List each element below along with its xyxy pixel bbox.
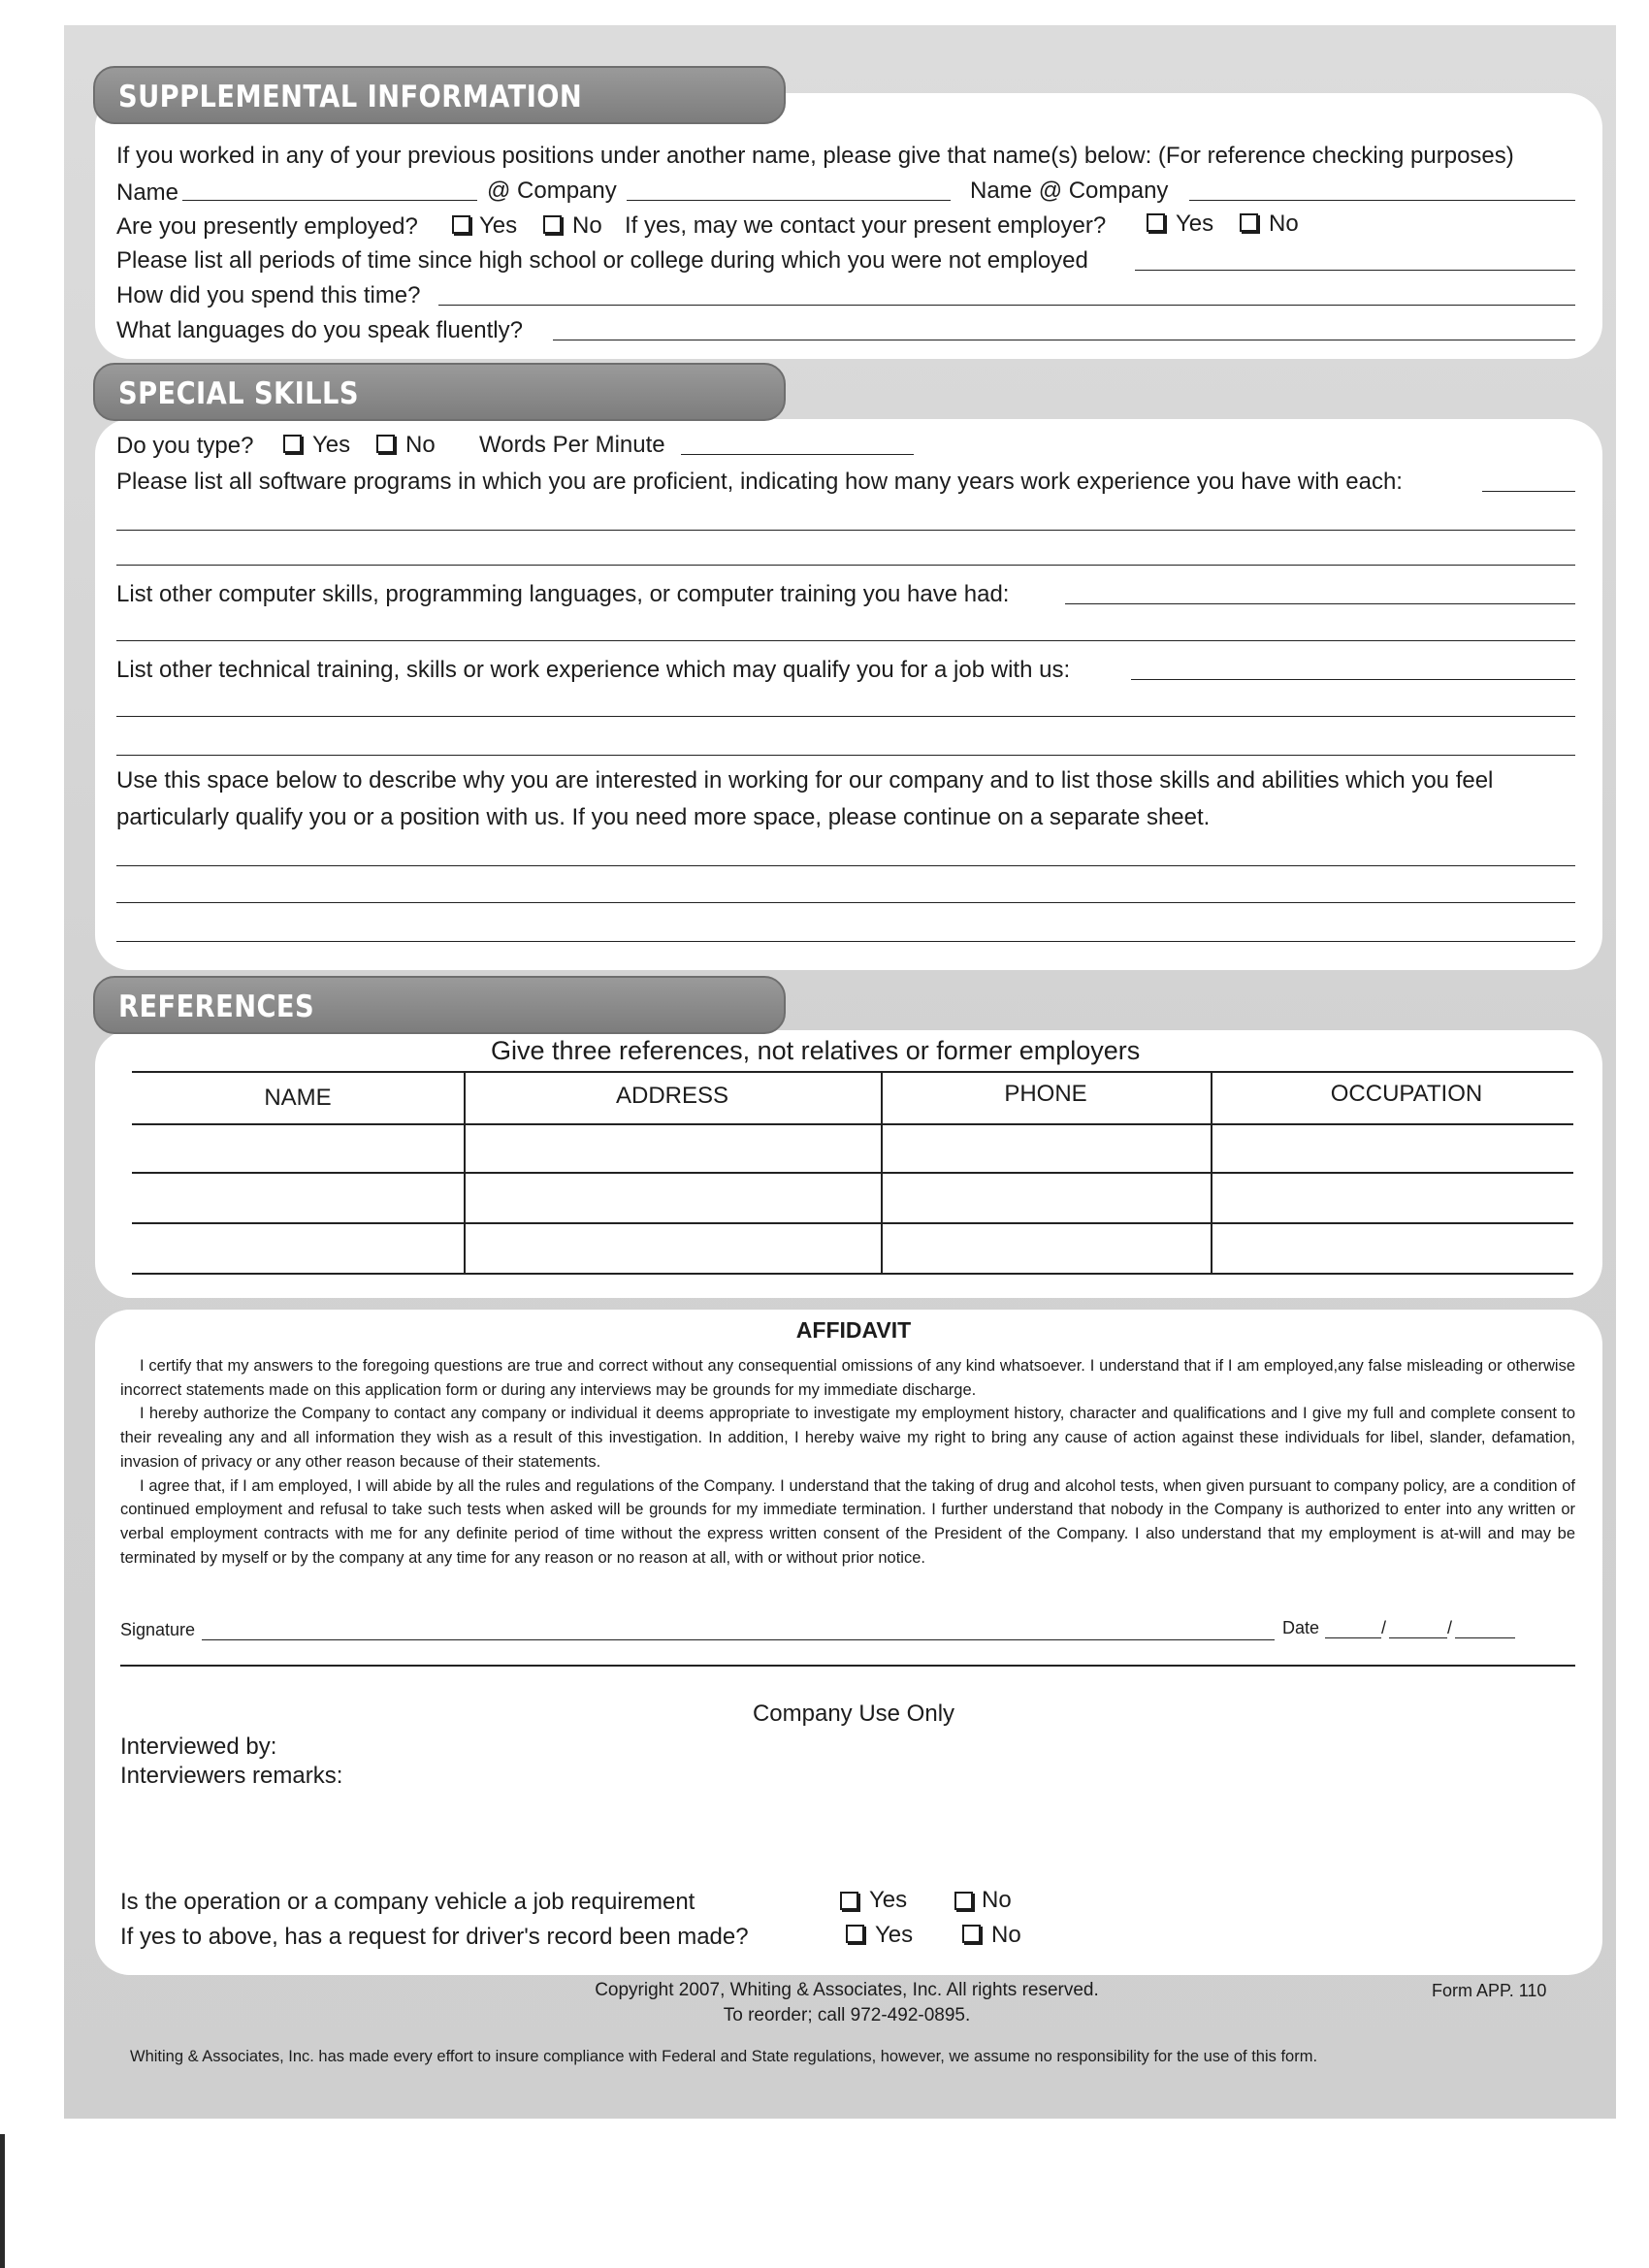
name-at-company-field[interactable] xyxy=(1189,200,1575,201)
reference-2-occupation-cell[interactable] xyxy=(1214,1176,1571,1220)
references-header xyxy=(93,976,786,1034)
interviewed-by-label: Interviewed by: xyxy=(120,1733,277,1760)
affidavit-text xyxy=(120,1354,1575,1570)
not-employed-field[interactable] xyxy=(1135,270,1575,271)
reference-2-phone-cell[interactable] xyxy=(885,1176,1207,1220)
driver-record-no-label: No xyxy=(991,1922,1021,1948)
table-bottom-rule xyxy=(132,1273,1573,1275)
describe-text-line2: particularly qualify you or a position with us. If you need more space, please continue on a separate sheet. xyxy=(116,804,1211,830)
reference-3-address-cell[interactable] xyxy=(468,1226,877,1271)
software-field-2[interactable] xyxy=(116,530,1575,531)
describe-field-2[interactable] xyxy=(116,902,1575,903)
spend-time-field[interactable] xyxy=(438,305,1575,306)
computer-skills-label: List other computer skills, programming languages, or computer training you have had: xyxy=(116,581,1010,607)
employed-yes-checkbox[interactable] xyxy=(452,215,470,234)
employed-no-label: No xyxy=(572,212,602,239)
column-header-phone: PHONE xyxy=(1004,1081,1087,1107)
date-year-field[interactable] xyxy=(1455,1637,1515,1638)
name-label: Name xyxy=(116,179,179,206)
reference-1-address-cell[interactable] xyxy=(468,1127,877,1170)
skills-panel xyxy=(95,419,1602,970)
driver-record-yes-checkbox[interactable] xyxy=(846,1925,864,1943)
driver-record-question-label: If yes to above, has a request for driver's record been made? xyxy=(120,1924,749,1950)
affidavit-paragraph-3: I agree that, if I am employed, I will abide by all the rules and regulations of the Company. I understand that the taking of drug and alcohol tests, when given pursuant to company policy, are a condition of continued employment and refusal to take such tests when asked will be grounds for my immediate termination. I further understand that nobody in the Company is authorized to enter into any written or verbal employment contracts with me for any definite period of time without the express written consent of the President of the Company. I also understand that my employment is at-will and may be terminated by myself or by the company at any time for any reason or no reason at all, with or without prior notice. xyxy=(120,1476,1575,1567)
reference-1-name-cell[interactable] xyxy=(136,1127,460,1170)
contact-employer-label: If yes, may we contact your present employer? xyxy=(625,212,1107,239)
interviewer-remarks-label: Interviewers remarks: xyxy=(120,1763,343,1789)
supplemental-title: SUPPLEMENTAL INFORMATION xyxy=(118,80,583,114)
skills-title: SPECIAL SKILLS xyxy=(118,376,359,411)
supplemental-header xyxy=(93,66,786,124)
table-row-rule xyxy=(132,1222,1573,1224)
copyright-text: Copyright 2007, Whiting & Associates, Inc. All rights reserved. xyxy=(595,1980,1099,2000)
reference-3-phone-cell[interactable] xyxy=(885,1226,1207,1271)
date-month-field[interactable] xyxy=(1325,1637,1381,1638)
column-header-name: NAME xyxy=(264,1085,332,1111)
technical-training-label: List other technical training, skills or work experience which may qualify you for a job with us: xyxy=(116,657,1071,683)
not-employed-label: Please list all periods of time since high school or college during which you were not employed xyxy=(116,247,1088,274)
type-no-checkbox[interactable] xyxy=(376,435,395,453)
spend-time-label: How did you spend this time? xyxy=(116,282,421,308)
software-field-1[interactable] xyxy=(1482,491,1575,492)
date-label: Date xyxy=(1282,1618,1320,1637)
computer-skills-field-1[interactable] xyxy=(1065,603,1575,604)
describe-text-line1: Use this space below to describe why you are interested in working for our company and to list those skills and abilities which you feel xyxy=(116,767,1494,794)
affidavit-paragraph-1: I certify that my answers to the foregoing questions are true and correct without any consequential omissions of any kind whatsoever. I understand that if I am employed,any false misleading or otherwise incorrect statements made on this application form or during any interviews may be grounds for my immediate discharge. xyxy=(120,1357,1575,1399)
technical-training-field-1[interactable] xyxy=(1131,679,1575,680)
type-yes-label: Yes xyxy=(312,432,351,458)
date-day-field[interactable] xyxy=(1389,1637,1447,1638)
table-header-rule xyxy=(132,1123,1573,1125)
reference-1-phone-cell[interactable] xyxy=(885,1127,1207,1170)
form-number: Form APP. 110 xyxy=(1432,1981,1547,2000)
reference-2-address-cell[interactable] xyxy=(468,1176,877,1220)
name-field[interactable] xyxy=(182,200,477,201)
reference-3-name-cell[interactable] xyxy=(136,1226,460,1271)
describe-field-3[interactable] xyxy=(116,941,1575,942)
scan-edge xyxy=(0,2134,5,2268)
column-header-occupation: OCCUPATION xyxy=(1330,1081,1483,1107)
at-company-label: @ Company xyxy=(487,178,617,204)
vehicle-yes-checkbox[interactable] xyxy=(840,1892,858,1910)
do-you-type-label: Do you type? xyxy=(116,433,254,459)
vehicle-no-label: No xyxy=(982,1887,1012,1913)
references-instruction: Give three references, not relatives or former employers xyxy=(491,1036,1141,1065)
computer-skills-field-2[interactable] xyxy=(116,640,1575,641)
signature-field[interactable] xyxy=(202,1639,1275,1640)
type-yes-checkbox[interactable] xyxy=(283,435,302,453)
vehicle-question-label: Is the operation or a company vehicle a job requirement xyxy=(120,1889,695,1915)
contact-yes-checkbox[interactable] xyxy=(1147,213,1165,232)
signature-label: Signature xyxy=(120,1620,196,1639)
describe-field-1[interactable] xyxy=(116,865,1575,866)
company-use-divider xyxy=(120,1665,1575,1667)
driver-record-no-checkbox[interactable] xyxy=(962,1925,981,1943)
software-field-3[interactable] xyxy=(116,565,1575,566)
previous-names-text: If you worked in any of your previous positions under another name, please give that name(s) below: (For reference checking purposes) xyxy=(116,143,1514,169)
table-top-rule xyxy=(132,1071,1573,1073)
driver-record-yes-label: Yes xyxy=(875,1922,914,1948)
reference-3-occupation-cell[interactable] xyxy=(1214,1226,1571,1271)
wpm-label: Words Per Minute xyxy=(479,432,665,458)
reorder-text: To reorder; call 972-492-0895. xyxy=(723,2005,971,2025)
technical-training-field-2[interactable] xyxy=(116,716,1575,717)
technical-training-field-3[interactable] xyxy=(116,755,1575,756)
company-field[interactable] xyxy=(627,200,951,201)
reference-1-occupation-cell[interactable] xyxy=(1214,1127,1571,1170)
contact-no-label: No xyxy=(1269,211,1299,237)
contact-no-checkbox[interactable] xyxy=(1240,213,1258,232)
date-separator: / xyxy=(1447,1618,1453,1637)
employed-yes-label: Yes xyxy=(479,212,518,239)
languages-label: What languages do you speak fluently? xyxy=(116,317,523,343)
software-label: Please list all software programs in which you are proficient, indicating how many years work experience you have with each: xyxy=(116,469,1403,495)
vehicle-yes-label: Yes xyxy=(869,1887,908,1913)
reference-2-name-cell[interactable] xyxy=(136,1176,460,1220)
column-header-address: ADDRESS xyxy=(615,1083,729,1109)
type-no-label: No xyxy=(405,432,436,458)
affidavit-paragraph-2: I hereby authorize the Company to contact any company or individual it deems appropriate to investigate my employment history, character and qualifications and I give my full and complete consent to their revealing any and all information they wish as a result of this investigation. In addition, I hereby waive my right to bring any cause of action against these individuals for libel, slander, defamation, invasion of privacy or any other reason because of their statements. xyxy=(120,1405,1575,1471)
date-separator: / xyxy=(1381,1618,1387,1637)
affidavit-title: AFFIDAVIT xyxy=(795,1317,912,1343)
table-row-rule xyxy=(132,1172,1573,1174)
employed-no-checkbox[interactable] xyxy=(543,215,562,234)
vehicle-no-checkbox[interactable] xyxy=(954,1892,973,1910)
skills-header xyxy=(93,363,786,421)
company-use-title: Company Use Only xyxy=(752,1701,955,1727)
disclaimer-text: Whiting & Associates, Inc. has made every effort to insure compliance with Federal and State regulations, however, we assume no responsibility for the use of this form. xyxy=(130,2048,1318,2065)
name-at-company-label: Name @ Company xyxy=(970,178,1169,204)
presently-employed-label: Are you presently employed? xyxy=(116,213,418,240)
references-title: REFERENCES xyxy=(118,989,315,1024)
wpm-field[interactable] xyxy=(681,454,914,455)
contact-yes-label: Yes xyxy=(1176,211,1214,237)
